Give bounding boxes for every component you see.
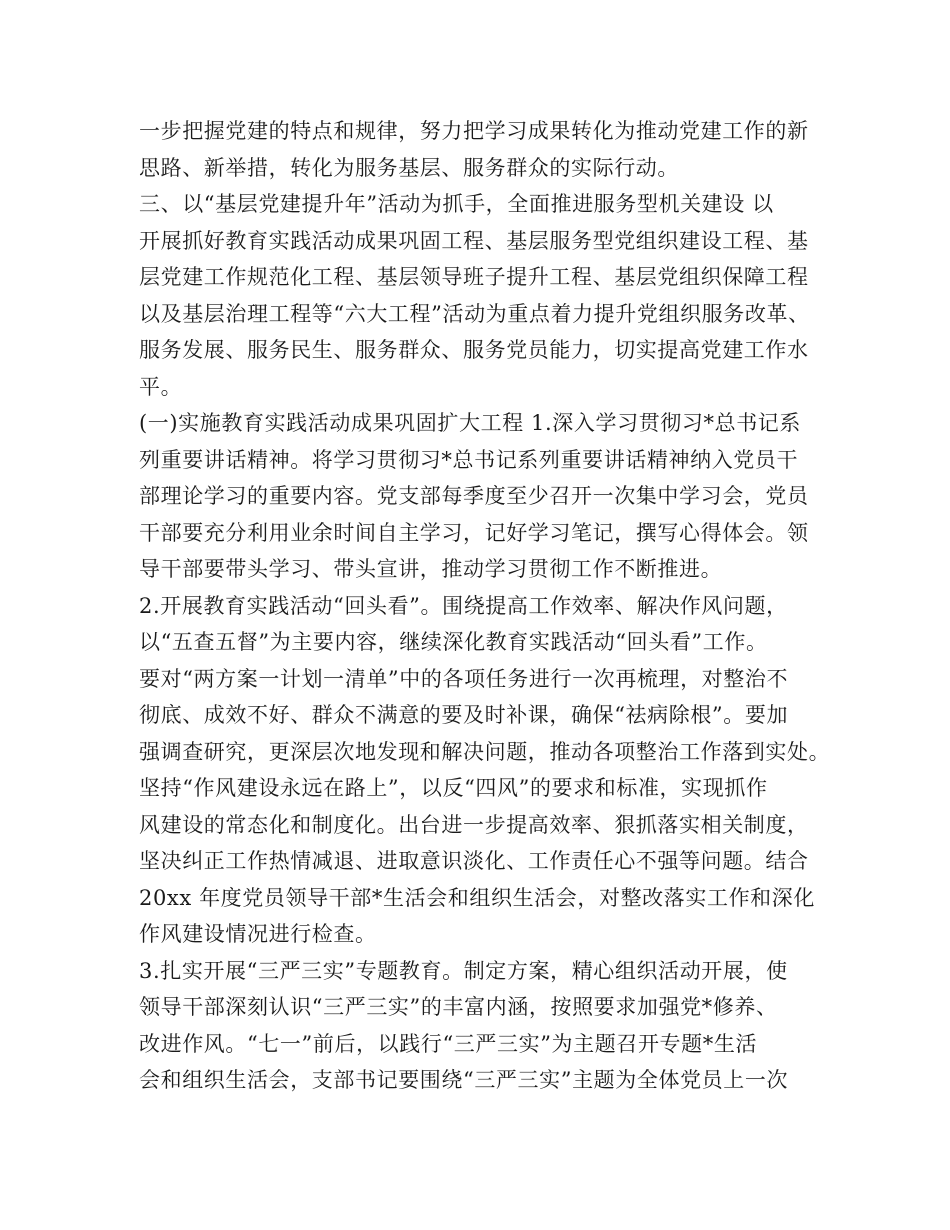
text-line: 作风建设情况进行检查。: [139, 922, 377, 946]
text-line: 坚持“作风建设永远在路上”，以反“四风”的要求和标准，实现抓作: [139, 776, 768, 800]
text-line: 平。: [139, 374, 183, 399]
text-line: 领导干部深刻认识“三严三实”的丰富内涵，按照要求加强党*修养、: [139, 995, 778, 1019]
list-item-heading: 2.开展教育实践活动“回头看”。围绕提高工作效率、解决作风问题，: [139, 593, 788, 618]
text-line: 导干部要带头学习、带头宣讲，推动学习贯彻工作不断推进。: [139, 557, 723, 581]
text-line: 以及基层治理工程等“六大工程”活动为重点着力提升党组织服务改革、: [139, 301, 810, 326]
text-line: 列重要讲话精神。将学习贯彻习*总书记系列重要讲话精神纳入党员干: [139, 447, 799, 472]
text-line: 部理论学习的重要内容。党支部每季度至少召开一次集中学习会，党员: [139, 484, 809, 508]
document-body: [139, 113, 839, 1099]
text-line: 20xx 年度党员领导干部*生活会和组织生活会，对整改落实工作和深化: [139, 885, 815, 910]
section-heading: 三、以“基层党建提升年”活动为抓手，全面推进服务型机关建设 以: [139, 192, 774, 216]
text-line: 要对“两方案一计划一清单”中的各项任务进行一次再梳理，对整治不: [139, 666, 789, 691]
text-line: 一步把握党建的特点和规律，努力把学习成果转化为推动党建工作的新: [139, 119, 809, 143]
text-line: 坚决纠正工作热情减退、进取意识淡化、工作责任心不强等问题。结合: [139, 849, 809, 873]
text-line: 风建设的常态化和制度化。出台进一步提高效率、狠抓落实相关制度，: [139, 812, 809, 837]
subsection-heading: (一)实施教育实践活动成果巩固扩大工程 1.深入学习贯彻习*总书记系: [139, 411, 801, 435]
text-line: 彻底、成效不好、群众不满意的要及时补课，确保“祛病除根”。要加: [139, 703, 789, 727]
list-item-heading: 3.扎实开展“三严三实”专题教育。制定方案，精心组织活动开展，使: [139, 958, 788, 983]
text-line: 会和组织生活会，支部书记要围绕“三严三实”主题为全体党员上一次: [139, 1068, 789, 1092]
text-line: 服务发展、服务民生、服务群众、服务党员能力，切实提高党建工作水: [139, 338, 809, 362]
text-line: 以“五查五督”为主要内容，继续深化教育实践活动“回头看”工作。: [139, 630, 768, 654]
text-line: 改进作风。“七一”前后，以践行“三严三实”为主题召开专题*生活: [139, 1031, 758, 1056]
text-line: 思路、新举措，转化为服务基层、服务群众的实际行动。: [139, 155, 679, 180]
text-line: 开展抓好教育实践活动成果巩固工程、基层服务型党组织建设工程、基: [139, 228, 809, 253]
text-line: 干部要充分利用业余时间自主学习，记好学习笔记，撰写心得体会。领: [139, 520, 809, 545]
text-line: 强调查研究，更深层次地发现和解决问题，推动各项整治工作落到实处。: [139, 739, 831, 764]
text-line: 层党建工作规范化工程、基层领导班子提升工程、基层党组织保障工程: [139, 265, 809, 289]
